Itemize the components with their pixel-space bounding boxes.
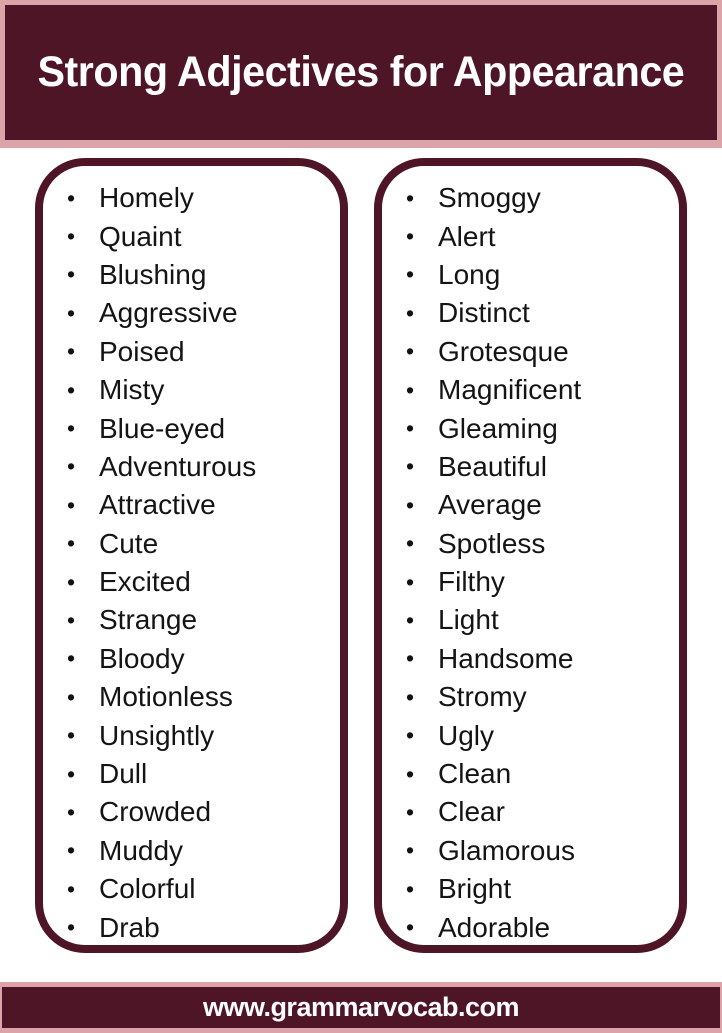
bullet-icon: • bbox=[67, 760, 76, 787]
bullet-icon: • bbox=[67, 376, 76, 403]
bullet-icon: • bbox=[406, 530, 415, 557]
bullet-icon: • bbox=[406, 683, 415, 710]
adjective-label: Crowded bbox=[99, 796, 212, 828]
bullet-icon: • bbox=[67, 261, 76, 288]
bullet-icon: • bbox=[406, 798, 415, 825]
adjective-label: Adventurous bbox=[99, 450, 257, 482]
adjective-label: Aggressive bbox=[99, 297, 238, 329]
bullet-icon: • bbox=[406, 453, 415, 480]
list-item bbox=[406, 371, 679, 409]
bullet-icon: • bbox=[67, 722, 76, 749]
bullet-icon: • bbox=[67, 453, 76, 480]
list-item bbox=[67, 908, 340, 946]
list-item bbox=[406, 640, 679, 678]
adjective-label: Light bbox=[438, 604, 499, 636]
list-item bbox=[406, 525, 679, 563]
adjective-label: Long bbox=[438, 258, 501, 290]
bullet-icon: • bbox=[406, 376, 415, 403]
bullet-icon: • bbox=[406, 722, 415, 749]
list-item bbox=[67, 832, 340, 870]
bullet-icon: • bbox=[406, 261, 415, 288]
bullet-icon: • bbox=[67, 606, 76, 633]
list-item bbox=[406, 448, 679, 486]
list-item bbox=[67, 409, 340, 447]
list-item bbox=[406, 409, 679, 447]
list-item bbox=[406, 870, 679, 908]
bullet-icon: • bbox=[67, 837, 76, 864]
adjective-label: Quaint bbox=[99, 220, 182, 252]
adjective-label: Average bbox=[438, 489, 542, 521]
footer-inner-panel bbox=[2, 987, 720, 1028]
adjective-label: Muddy bbox=[99, 834, 184, 866]
bullet-icon: • bbox=[67, 223, 76, 250]
list-item bbox=[406, 793, 679, 831]
adjective-label: Alert bbox=[438, 220, 496, 252]
adjective-label: Handsome bbox=[438, 642, 574, 674]
list-item bbox=[406, 333, 679, 371]
bullet-icon: • bbox=[67, 683, 76, 710]
bullet-icon: • bbox=[406, 184, 415, 211]
adjective-label: Glamorous bbox=[438, 834, 575, 866]
list-item bbox=[406, 563, 679, 601]
bullet-icon: • bbox=[67, 530, 76, 557]
adjective-label: Misty bbox=[99, 374, 165, 406]
website-url: www.grammarvocab.com bbox=[202, 992, 520, 1022]
bullet-icon: • bbox=[67, 338, 76, 365]
page-title: Strong Adjectives for Appearance bbox=[37, 48, 685, 96]
list-item bbox=[406, 832, 679, 870]
list-item bbox=[406, 678, 679, 716]
adjective-label: Cute bbox=[99, 527, 159, 559]
list-item bbox=[67, 870, 340, 908]
adjective-label: Beautiful bbox=[438, 450, 547, 482]
list-item bbox=[67, 678, 340, 716]
bullet-icon: • bbox=[406, 875, 415, 902]
list-item bbox=[67, 486, 340, 524]
adjective-label: Spotless bbox=[438, 527, 546, 559]
bullet-icon: • bbox=[67, 914, 76, 941]
list-item bbox=[406, 486, 679, 524]
adjective-label: Smoggy bbox=[438, 182, 541, 214]
bullet-icon: • bbox=[67, 491, 76, 518]
adjective-label: Motionless bbox=[99, 681, 233, 713]
list-item bbox=[67, 179, 340, 217]
adjective-label: Clean bbox=[438, 758, 512, 790]
adjective-label: Stromy bbox=[438, 681, 527, 713]
list-item bbox=[67, 371, 340, 409]
adjective-label: Gleaming bbox=[438, 412, 558, 444]
adjective-label: Poised bbox=[99, 335, 185, 367]
adjective-label: Strange bbox=[99, 604, 198, 636]
adjective-label: Clear bbox=[438, 796, 505, 828]
adjective-label: Blushing bbox=[99, 258, 207, 290]
adjective-label: Bright bbox=[438, 873, 512, 905]
adjective-list-right bbox=[382, 166, 679, 947]
bullet-icon: • bbox=[67, 568, 76, 595]
adjective-label: Grotesque bbox=[438, 335, 569, 367]
adjective-label: Ugly bbox=[438, 719, 495, 751]
bullet-icon: • bbox=[406, 491, 415, 518]
adjective-label: Bloody bbox=[99, 642, 185, 674]
bullet-icon: • bbox=[406, 606, 415, 633]
bullet-icon: • bbox=[67, 184, 76, 211]
list-item bbox=[67, 601, 340, 639]
bullet-icon: • bbox=[406, 223, 415, 250]
list-item bbox=[67, 563, 340, 601]
adjective-label: Excited bbox=[99, 566, 191, 598]
list-item bbox=[67, 716, 340, 754]
adjective-card-right bbox=[374, 158, 687, 953]
list-item bbox=[406, 179, 679, 217]
adjective-label: Magnificent bbox=[438, 374, 582, 406]
list-item bbox=[67, 793, 340, 831]
list-item bbox=[406, 294, 679, 332]
bullet-icon: • bbox=[67, 875, 76, 902]
list-item bbox=[406, 256, 679, 294]
list-item bbox=[406, 755, 679, 793]
bullet-icon: • bbox=[67, 415, 76, 442]
list-item bbox=[67, 333, 340, 371]
list-item bbox=[406, 601, 679, 639]
bullet-icon: • bbox=[67, 645, 76, 672]
adjective-label: Filthy bbox=[438, 566, 505, 598]
list-item bbox=[67, 525, 340, 563]
adjective-label: Blue-eyed bbox=[99, 412, 226, 444]
adjective-card-left bbox=[35, 158, 348, 953]
adjective-label: Adorable bbox=[438, 911, 551, 943]
adjective-label: Colorful bbox=[99, 873, 196, 905]
list-item bbox=[406, 217, 679, 255]
adjective-label: Distinct bbox=[438, 297, 530, 329]
list-item bbox=[406, 908, 679, 946]
adjective-label: Drab bbox=[99, 911, 160, 943]
adjective-label: Unsightly bbox=[99, 719, 215, 751]
list-item bbox=[67, 256, 340, 294]
list-item bbox=[406, 716, 679, 754]
bullet-icon: • bbox=[67, 798, 76, 825]
list-item bbox=[67, 755, 340, 793]
bullet-icon: • bbox=[406, 415, 415, 442]
adjective-label: Dull bbox=[99, 758, 148, 790]
bullet-icon: • bbox=[406, 338, 415, 365]
bullet-icon: • bbox=[406, 645, 415, 672]
bullet-icon: • bbox=[406, 568, 415, 595]
bullet-icon: • bbox=[67, 299, 76, 326]
bullet-icon: • bbox=[406, 914, 415, 941]
adjective-list-left bbox=[43, 166, 340, 947]
adjective-columns-area bbox=[0, 148, 722, 982]
list-item bbox=[67, 217, 340, 255]
adjective-label: Attractive bbox=[99, 489, 216, 521]
header-inner-panel bbox=[5, 5, 717, 140]
header-band bbox=[0, 0, 722, 148]
list-item bbox=[67, 294, 340, 332]
list-item bbox=[67, 448, 340, 486]
footer-band bbox=[0, 982, 722, 1033]
bullet-icon: • bbox=[406, 299, 415, 326]
adjective-label: Homely bbox=[99, 182, 194, 214]
bullet-icon: • bbox=[406, 837, 415, 864]
bullet-icon: • bbox=[406, 760, 415, 787]
list-item bbox=[67, 640, 340, 678]
